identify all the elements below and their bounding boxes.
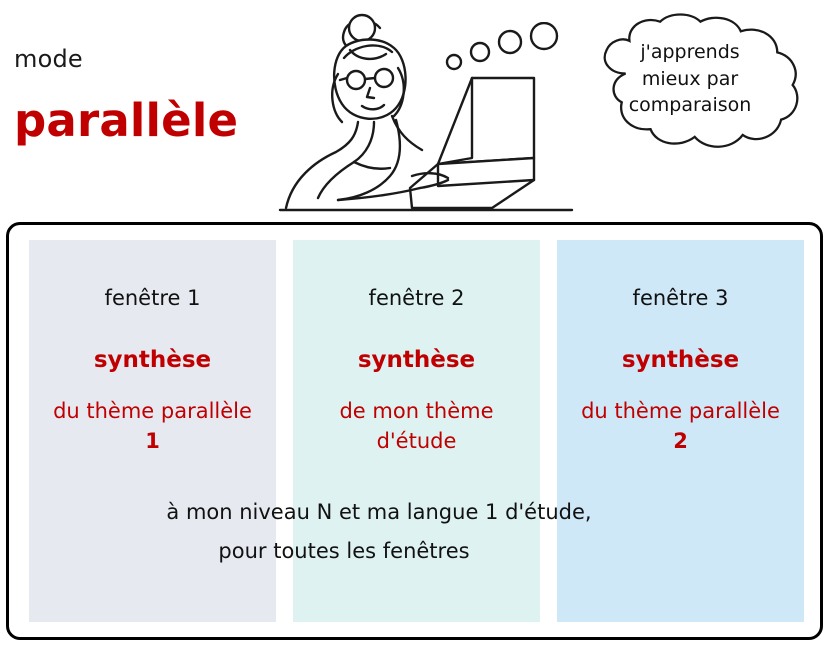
page-title: parallèle	[14, 94, 239, 147]
bubble-line-1: j'apprends	[640, 40, 740, 63]
column-3-subtitle-line2: 2	[673, 429, 688, 454]
mode-label: mode	[14, 45, 83, 73]
column-3-title: fenêtre 3	[632, 286, 729, 310]
column-2-synthesis-label: synthèse	[357, 347, 476, 373]
thought-bubble-text	[556, 4, 824, 154]
bubble-line-2: mieux par	[641, 67, 739, 90]
thought-bubble-tail	[440, 22, 570, 82]
bubble-line-3: comparaison	[628, 94, 752, 117]
column-2-subtitle-line2: d'étude	[376, 429, 457, 454]
columns-container	[9, 225, 820, 637]
column-2-subtitle	[293, 396, 540, 457]
footer-note-line-2: pour toutes les fenêtres	[218, 538, 470, 563]
column-3-synthesis-label: synthèse	[621, 347, 740, 373]
footer-note-line-1: à mon niveau N et ma langue 1 d'étude,	[166, 500, 592, 524]
column-1-title: fenêtre 1	[104, 286, 201, 310]
column-2-title: fenêtre 2	[368, 286, 465, 310]
footer-note	[29, 493, 729, 571]
column-1-subtitle-line2: 1	[145, 429, 160, 454]
column-2-subtitle-line1: de mon thème	[339, 399, 494, 423]
column-3-subtitle	[557, 396, 804, 457]
column-3-subtitle-line1: du thème parallèle	[581, 399, 780, 423]
main-panel	[6, 222, 823, 640]
column-1-synthesis-label: synthèse	[93, 347, 212, 373]
thought-bubble	[556, 4, 824, 154]
header-area	[0, 0, 829, 222]
column-1-subtitle-line1: du thème parallèle	[53, 399, 252, 423]
column-1-subtitle	[29, 396, 276, 457]
